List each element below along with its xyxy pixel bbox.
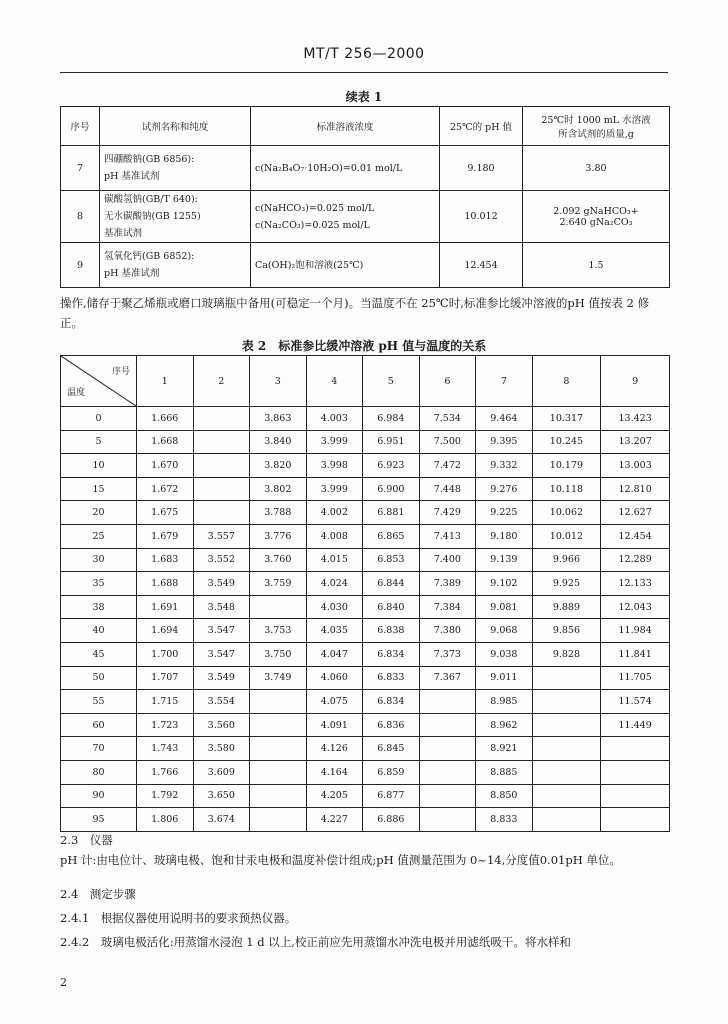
table2-row (61, 407, 670, 431)
table2-value-cell (193, 430, 250, 454)
page-number: 2 (60, 976, 67, 989)
table2-value-cell: 1.672 (137, 477, 194, 501)
table2-value-cell: 3.863 (250, 407, 307, 431)
table2-value-cell: 13.423 (601, 407, 670, 431)
table2-value-cell: 4.024 (306, 572, 363, 596)
table1-conc-cell-line: Ca(OH)₂饱和溶液(25℃) (255, 259, 364, 271)
table2 (60, 355, 670, 832)
table2-value-cell: 1.700 (137, 642, 194, 666)
table2-value-cell: 8.850 (476, 784, 533, 808)
table1-header: 25℃的 pH 值 (440, 107, 523, 146)
table2-value-cell (250, 713, 307, 737)
table1-ph-cell-line: 12.454 (464, 259, 498, 271)
table2-value-cell: 3.674 (193, 808, 250, 832)
table2-value-cell: 3.547 (193, 619, 250, 643)
table2-value-cell: 6.845 (363, 737, 420, 761)
table2-value-cell: 7.367 (419, 666, 476, 690)
table2-value-cell (250, 808, 307, 832)
table2-temp-cell: 90 (61, 784, 137, 808)
table2-value-cell: 7.500 (419, 430, 476, 454)
table2-temp-cell: 80 (61, 760, 137, 784)
table2-value-cell: 9.395 (476, 430, 533, 454)
table1-mass-cell-line: 2.640 gNa₂CO₃ (559, 216, 633, 228)
table1-no-cell (61, 146, 100, 191)
table2-value-cell: 8.885 (476, 760, 533, 784)
table2-value-cell (532, 808, 601, 832)
table2-value-cell: 3.759 (250, 572, 307, 596)
table2-value-cell: 3.548 (193, 595, 250, 619)
table2-value-cell: 1.679 (137, 524, 194, 548)
table2-value-cell (419, 784, 476, 808)
table2-row (61, 477, 670, 501)
table2-value-cell: 6.900 (363, 477, 420, 501)
table2-value-cell: 7.429 (419, 501, 476, 525)
table2-value-cell: 3.840 (250, 430, 307, 454)
table2-value-cell: 4.091 (306, 713, 363, 737)
table1-row (61, 243, 670, 288)
table2-value-cell: 1.666 (137, 407, 194, 431)
table2-col-header: 1 (137, 356, 194, 407)
table2-value-cell: 4.227 (306, 808, 363, 832)
table2-value-cell: 6.865 (363, 524, 420, 548)
table2-row (61, 666, 670, 690)
table2-row (61, 454, 670, 478)
table2-value-cell: 4.164 (306, 760, 363, 784)
table2-value-cell (532, 737, 601, 761)
table2-value-cell: 12.289 (601, 548, 670, 572)
table1-name-cell (100, 243, 251, 288)
table2-value-cell: 9.180 (476, 524, 533, 548)
table2-value-cell (532, 760, 601, 784)
table2-value-cell: 9.889 (532, 595, 601, 619)
table2-value-cell: 1.668 (137, 430, 194, 454)
table2-value-cell (532, 690, 601, 714)
table2-col-header: 5 (363, 356, 420, 407)
table1-header: 25℃时 1000 mL 水溶液所含试剂的质量,g (523, 107, 670, 146)
table2-value-cell: 3.999 (306, 430, 363, 454)
table1-name-cell (100, 191, 251, 243)
table2-value-cell: 4.008 (306, 524, 363, 548)
corner-col-label: 序号 (111, 367, 130, 377)
table2-value-cell: 7.389 (419, 572, 476, 596)
table2-value-cell: 11.984 (601, 619, 670, 643)
table2-value-cell: 4.003 (306, 407, 363, 431)
table2-value-cell: 6.881 (363, 501, 420, 525)
table2-value-cell: 6.840 (363, 595, 420, 619)
table2-value-cell: 10.245 (532, 430, 601, 454)
table2-value-cell: 3.776 (250, 524, 307, 548)
table2-temp-cell: 10 (61, 454, 137, 478)
table2-value-cell (532, 713, 601, 737)
table2-value-cell: 3.753 (250, 619, 307, 643)
table2-value-cell: 13.003 (601, 454, 670, 478)
table2-value-cell (250, 784, 307, 808)
table2-value-cell: 6.834 (363, 690, 420, 714)
table1-conc-cell (251, 243, 440, 288)
header-rule (60, 72, 668, 73)
table2-value-cell: 4.075 (306, 690, 363, 714)
section-2-3-text: pH 计:由电位计、玻璃电极、饱和甘汞电极和温度补偿计组成;pH 值测量范围为 0~14,分度值0.01pH 单位。 (60, 853, 621, 867)
table1-no-cell (61, 243, 100, 288)
table2-col-header: 6 (419, 356, 476, 407)
table2-value-cell (193, 477, 250, 501)
table2-value-cell: 6.844 (363, 572, 420, 596)
table2-value-cell: 12.043 (601, 595, 670, 619)
table2-value-cell: 3.750 (250, 642, 307, 666)
table2-value-cell: 8.985 (476, 690, 533, 714)
table2-value-cell (193, 454, 250, 478)
table2-col-header: 2 (193, 356, 250, 407)
table2-value-cell: 3.650 (193, 784, 250, 808)
table2-row (61, 430, 670, 454)
table2-value-cell (193, 501, 250, 525)
table1-row (61, 146, 670, 191)
table2-value-cell: 10.179 (532, 454, 601, 478)
table2-value-cell: 6.834 (363, 642, 420, 666)
table2-value-cell (532, 784, 601, 808)
table2-value-cell (419, 737, 476, 761)
table2-value-cell: 1.707 (137, 666, 194, 690)
table2-value-cell: 4.002 (306, 501, 363, 525)
table1-conc-cell (251, 146, 440, 191)
table2-value-cell: 3.609 (193, 760, 250, 784)
table2-value-cell: 12.454 (601, 524, 670, 548)
table2-row (61, 524, 670, 548)
table2-row (61, 642, 670, 666)
table1 (60, 106, 670, 288)
section-2-4-2-text: 2.4.2 玻璃电极活化:用蒸馏水浸泡 1 d 以上,校正前应先用蒸馏水冲洗电极并用滤纸吸干。将水样和 (60, 935, 571, 949)
table2-value-cell: 8.833 (476, 808, 533, 832)
table2-temp-cell: 55 (61, 690, 137, 714)
section-2-3-heading: 2.3 仪器 (60, 833, 113, 847)
table2-value-cell: 1.670 (137, 454, 194, 478)
table1-name-cell-line: 无水碳酸钠(GB 1255) (104, 211, 201, 222)
table2-value-cell: 3.554 (193, 690, 250, 714)
table2-value-cell: 9.828 (532, 642, 601, 666)
table2-value-cell: 1.792 (137, 784, 194, 808)
table2-value-cell: 4.047 (306, 642, 363, 666)
table2-value-cell: 8.921 (476, 737, 533, 761)
table2-value-cell: 6.859 (363, 760, 420, 784)
table2-value-cell: 1.683 (137, 548, 194, 572)
table2-row (61, 713, 670, 737)
table2-value-cell: 9.464 (476, 407, 533, 431)
table2-value-cell: 7.373 (419, 642, 476, 666)
table2-value-cell: 9.332 (476, 454, 533, 478)
table1-name-cell (100, 146, 251, 191)
table2-value-cell: 1.766 (137, 760, 194, 784)
section-2-4-1-text: 2.4.1 根据仪器使用说明书的要求预热仪器。 (60, 911, 297, 925)
table2-value-cell: 9.276 (476, 477, 533, 501)
table2-value-cell: 11.574 (601, 690, 670, 714)
table2-value-cell: 7.400 (419, 548, 476, 572)
table2-value-cell: 4.015 (306, 548, 363, 572)
table2-value-cell: 9.102 (476, 572, 533, 596)
table2-temp-cell: 30 (61, 548, 137, 572)
table2-value-cell (419, 760, 476, 784)
table1-no-cell-line: 9 (76, 259, 84, 271)
table2-value-cell: 3.547 (193, 642, 250, 666)
table1-conc-cell-line: c(NaHCO₃)=0.025 mol/L (255, 202, 375, 214)
table2-value-cell: 9.925 (532, 572, 601, 596)
table1-no-cell-line: 8 (76, 211, 84, 222)
table2-value-cell: 6.836 (363, 713, 420, 737)
table2-value-cell (532, 666, 601, 690)
table2-temp-cell: 70 (61, 737, 137, 761)
table1-mass-cell-line: 2.092 gNaHCO₃+ (553, 205, 639, 217)
table1-caption: 续表 1 (345, 90, 383, 104)
table1-ph-cell (440, 243, 523, 288)
table2-value-cell (250, 690, 307, 714)
table2-value-cell: 10.118 (532, 477, 601, 501)
table2-col-header: 4 (306, 356, 363, 407)
standard-number: MT/T 256—2000 (303, 46, 425, 62)
table2-row (61, 737, 670, 761)
table2-value-cell: 1.743 (137, 737, 194, 761)
table1-mass-cell (523, 191, 670, 243)
table2-value-cell: 7.413 (419, 524, 476, 548)
table2-temp-cell: 35 (61, 572, 137, 596)
table2-value-cell: 9.139 (476, 548, 533, 572)
table2-value-cell: 8.962 (476, 713, 533, 737)
table2-row (61, 548, 670, 572)
table2-value-cell: 3.749 (250, 666, 307, 690)
table1-header: 序号 (61, 107, 100, 146)
table2-value-cell: 11.841 (601, 642, 670, 666)
table2-value-cell: 9.081 (476, 595, 533, 619)
table1-mass-cell (523, 146, 670, 191)
table2-value-cell (601, 808, 670, 832)
table2-value-cell: 6.951 (363, 430, 420, 454)
table2-value-cell: 9.966 (532, 548, 601, 572)
table2-value-cell: 1.691 (137, 595, 194, 619)
table2-value-cell: 3.998 (306, 454, 363, 478)
corner-row-label: 温度 (67, 388, 86, 398)
table2-temp-cell: 60 (61, 713, 137, 737)
table2-value-cell: 3.820 (250, 454, 307, 478)
table2-value-cell: 9.011 (476, 666, 533, 690)
table2-value-cell: 1.675 (137, 501, 194, 525)
table2-value-cell: 1.688 (137, 572, 194, 596)
table1-no-cell (61, 191, 100, 243)
table2-value-cell: 6.886 (363, 808, 420, 832)
table1-name-cell-line: pH 基准试剂 (104, 268, 160, 279)
table2-value-cell: 3.788 (250, 501, 307, 525)
table2-temp-cell: 5 (61, 430, 137, 454)
table1-ph-cell-line: 10.012 (464, 211, 498, 222)
table2-temp-cell: 40 (61, 619, 137, 643)
table1-row (61, 191, 670, 243)
table2-value-cell (250, 760, 307, 784)
table2-value-cell: 3.552 (193, 548, 250, 572)
table1-name-cell-line: 氢氧化钙(GB 6852): (104, 251, 195, 262)
table1-ph-cell-line: 9.180 (467, 162, 495, 174)
table2-value-cell: 12.627 (601, 501, 670, 525)
table2-value-cell: 6.833 (363, 666, 420, 690)
table2-col-header: 7 (476, 356, 533, 407)
table2-value-cell: 6.877 (363, 784, 420, 808)
table2-value-cell: 9.068 (476, 619, 533, 643)
table2-row (61, 690, 670, 714)
table2-value-cell: 6.853 (363, 548, 420, 572)
table2-value-cell: 4.060 (306, 666, 363, 690)
table1-name-cell-line: pH 基准试剂 (104, 171, 160, 182)
table2-value-cell: 3.560 (193, 713, 250, 737)
table2-row (61, 760, 670, 784)
table2-value-cell (250, 595, 307, 619)
table2-temp-cell: 38 (61, 595, 137, 619)
table2-value-cell: 3.557 (193, 524, 250, 548)
table2-value-cell: 10.062 (532, 501, 601, 525)
table2-temp-cell: 95 (61, 808, 137, 832)
table2-value-cell: 12.133 (601, 572, 670, 596)
table2-value-cell: 3.549 (193, 572, 250, 596)
table1-name-cell-line: 碳酸氢钠(GB/T 640): (104, 194, 198, 205)
table2-caption: 表 2 标准参比缓冲溶液 pH 值与温度的关系 (241, 339, 487, 353)
table2-row (61, 501, 670, 525)
table2-value-cell: 9.038 (476, 642, 533, 666)
table2-value-cell: 4.035 (306, 619, 363, 643)
table2-row (61, 572, 670, 596)
table2-value-cell (419, 808, 476, 832)
table2-value-cell: 6.838 (363, 619, 420, 643)
table2-temp-cell: 45 (61, 642, 137, 666)
table1-mass-cell (523, 243, 670, 288)
table2-value-cell: 3.580 (193, 737, 250, 761)
table2-temp-cell: 20 (61, 501, 137, 525)
table2-temp-cell: 15 (61, 477, 137, 501)
table2-temp-cell: 0 (61, 407, 137, 431)
table1-no-cell-line: 7 (76, 162, 84, 174)
table2-value-cell: 7.472 (419, 454, 476, 478)
table2-value-cell (601, 760, 670, 784)
table1-header: 试剂名称和纯度 (100, 107, 251, 146)
table2-value-cell (419, 713, 476, 737)
table1-name-cell-line: 基准试剂 (104, 228, 143, 239)
table2-value-cell (601, 784, 670, 808)
table1-mass-cell-line: 3.80 (585, 162, 607, 174)
table1-conc-cell (251, 191, 440, 243)
table2-row (61, 784, 670, 808)
table1-conc-cell-line: c(Na₂B₄O₇·10H₂O)=0.01 mol/L (255, 162, 403, 174)
table2-corner-header (61, 356, 137, 407)
table2-value-cell: 1.694 (137, 619, 194, 643)
table1-name-cell-line: 四硼酸钠(GB 6856): (104, 154, 195, 165)
table2-value-cell: 7.448 (419, 477, 476, 501)
table1-ph-cell (440, 146, 523, 191)
table2-value-cell: 1.806 (137, 808, 194, 832)
table1-mass-cell-line: 1.5 (588, 259, 604, 271)
table2-value-cell (601, 737, 670, 761)
table2-value-cell: 3.802 (250, 477, 307, 501)
table2-value-cell (193, 407, 250, 431)
table2-value-cell: 9.856 (532, 619, 601, 643)
table2-value-cell: 3.999 (306, 477, 363, 501)
table2-value-cell (250, 737, 307, 761)
table2-col-header: 9 (601, 356, 670, 407)
paragraph-storage: 操作,储存于聚乙烯瓶或磨口玻璃瓶中备用(可稳定一个月)。当温度不在 25℃时,标准参比缓冲溶液的pH 值按表 2 修正。 (60, 296, 650, 330)
table2-value-cell: 11.449 (601, 713, 670, 737)
table2-value-cell: 12.810 (601, 477, 670, 501)
table2-value-cell (419, 690, 476, 714)
table2-value-cell: 1.715 (137, 690, 194, 714)
table1-conc-cell-line: c(Na₂CO₃)=0.025 mol/L (255, 219, 370, 231)
table2-col-header: 3 (250, 356, 307, 407)
table2-value-cell: 11.705 (601, 666, 670, 690)
section-2-4-heading: 2.4 测定步骤 (60, 887, 136, 901)
table2-value-cell: 9.225 (476, 501, 533, 525)
table2-value-cell: 1.723 (137, 713, 194, 737)
table2-value-cell: 7.380 (419, 619, 476, 643)
table1-ph-cell (440, 191, 523, 243)
table2-value-cell: 4.205 (306, 784, 363, 808)
table2-row (61, 595, 670, 619)
table2-value-cell: 3.760 (250, 548, 307, 572)
table2-value-cell: 10.012 (532, 524, 601, 548)
table2-temp-cell: 25 (61, 524, 137, 548)
table2-value-cell: 4.030 (306, 595, 363, 619)
table2-value-cell: 6.984 (363, 407, 420, 431)
table2-value-cell: 7.534 (419, 407, 476, 431)
table2-temp-cell: 50 (61, 666, 137, 690)
table1-header: 标准溶液浓度 (251, 107, 440, 146)
table2-value-cell: 6.923 (363, 454, 420, 478)
table2-value-cell: 4.126 (306, 737, 363, 761)
table2-value-cell: 3.549 (193, 666, 250, 690)
table2-col-header: 8 (532, 356, 601, 407)
table2-value-cell: 13.207 (601, 430, 670, 454)
table2-row (61, 808, 670, 832)
table2-row (61, 619, 670, 643)
table2-value-cell: 7.384 (419, 595, 476, 619)
table2-value-cell: 10.317 (532, 407, 601, 431)
